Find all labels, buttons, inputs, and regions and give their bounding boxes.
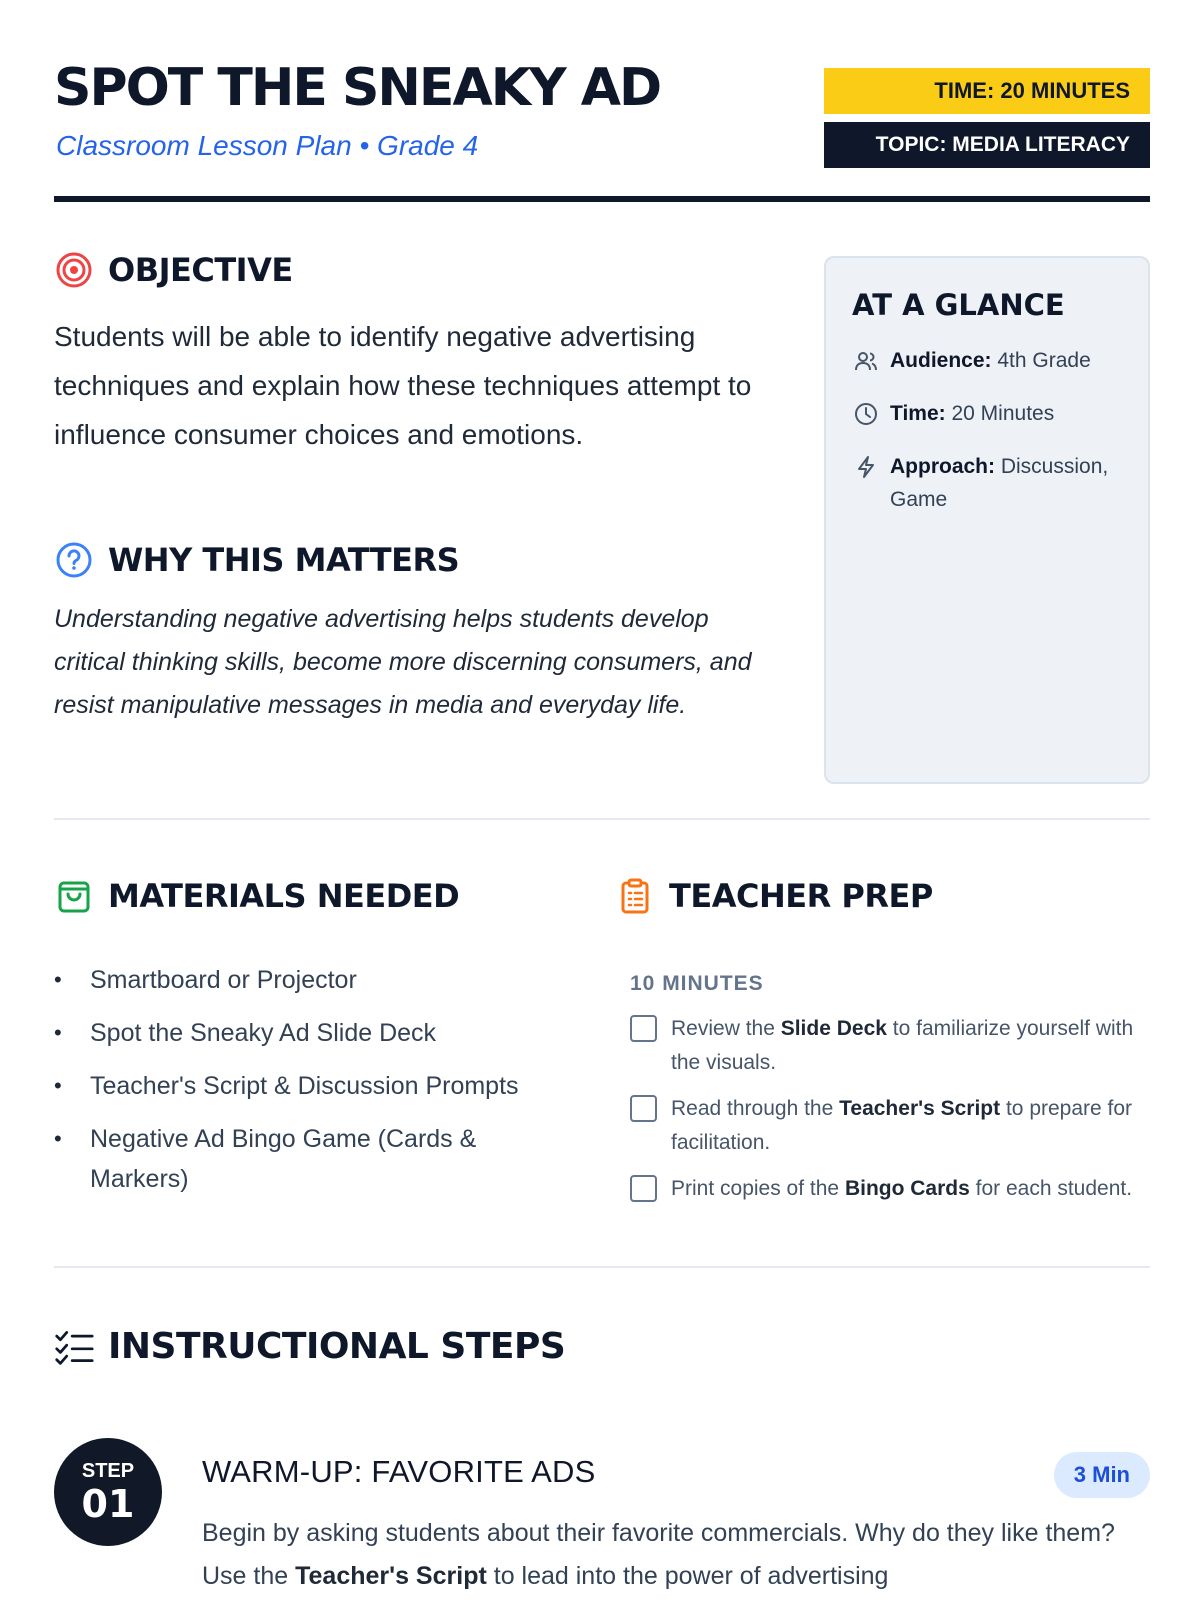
steps-title: INSTRUCTIONAL STEPS <box>108 1326 566 1367</box>
time-value: 20 Minutes <box>951 402 1055 425</box>
prep-item <box>630 1172 1150 1206</box>
step-number-badge <box>54 1438 162 1546</box>
at-a-glance-card <box>824 256 1150 784</box>
prep-bold: Slide Deck <box>780 1017 887 1040</box>
shopping-bag-icon <box>54 876 94 916</box>
step-number: 01 <box>81 1482 135 1526</box>
objective-heading <box>54 250 293 290</box>
steps-heading <box>54 1326 565 1367</box>
lightning-icon <box>852 450 880 483</box>
glance-audience <box>852 344 1122 377</box>
time-badge: TIME: 20 MINUTES <box>824 68 1150 114</box>
section-divider <box>54 818 1150 820</box>
materials-heading <box>54 876 459 916</box>
prep-checkbox[interactable] <box>630 1175 657 1202</box>
prep-checkbox[interactable] <box>630 1095 657 1122</box>
prep-checklist <box>630 1012 1150 1218</box>
materials-title: MATERIALS NEEDED <box>108 877 460 915</box>
list-item: • Smartboard or Projector <box>54 960 574 1000</box>
section-divider <box>54 1266 1150 1268</box>
teacher-prep-title: TEACHER PREP <box>669 877 933 915</box>
page-title: SPOT THE SNEAKY AD <box>54 58 661 118</box>
objective-title: OBJECTIVE <box>108 251 293 289</box>
prep-text: for each student. <box>969 1177 1133 1200</box>
prep-duration: 10 MINUTES <box>630 972 764 995</box>
users-icon <box>852 344 880 377</box>
glance-time <box>852 397 1122 430</box>
why-heading <box>54 540 459 580</box>
prep-text: to prepare for facilitation. <box>671 1097 1133 1154</box>
approach-value: Discussion, Game <box>890 455 1109 511</box>
list-item: • Negative Ad Bingo Game (Cards & Markers) <box>54 1119 574 1199</box>
prep-text: to familiarize yourself with the visuals. <box>671 1017 1134 1074</box>
prep-item <box>630 1012 1150 1080</box>
approach-label: Approach: <box>890 455 995 478</box>
topic-badge: TOPIC: MEDIA LITERACY <box>824 122 1150 168</box>
list-item: • Spot the Sneaky Ad Slide Deck <box>54 1013 574 1053</box>
prep-text: Read through the <box>671 1097 840 1120</box>
audience-value: 4th Grade <box>997 349 1091 372</box>
checklist-icon <box>54 1327 94 1367</box>
target-icon <box>54 250 94 290</box>
glance-approach <box>852 450 1122 516</box>
step-title: WARM-UP: FAVORITE ADS <box>202 1454 596 1489</box>
prep-bold: Teacher's Script <box>839 1097 1001 1120</box>
page-header <box>54 56 1150 202</box>
teacher-prep-heading <box>615 876 933 916</box>
time-label: Time: <box>890 402 946 425</box>
step-text: to lead into the power of advertising <box>486 1562 889 1590</box>
question-circle-icon <box>54 540 94 580</box>
glance-title: AT A GLANCE <box>852 288 1065 322</box>
prep-item <box>630 1092 1150 1160</box>
why-title: WHY THIS MATTERS <box>108 541 460 579</box>
list-item: • Teacher's Script & Discussion Prompts <box>54 1066 574 1106</box>
page-subtitle: Classroom Lesson Plan • Grade 4 <box>56 130 479 161</box>
prep-text: Print copies of the <box>671 1177 845 1200</box>
prep-bold: Bingo Cards <box>844 1177 970 1200</box>
step-description <box>202 1512 1150 1598</box>
step-bold: Teacher's Script <box>295 1562 487 1590</box>
step-label: STEP <box>81 1460 135 1482</box>
prep-text: Review the <box>671 1017 781 1040</box>
prep-checkbox[interactable] <box>630 1015 657 1042</box>
objective-text: Students will be able to identify negative advertising techniques and explain how these techniques attempt to influence consumer choices and emotions. <box>54 321 752 450</box>
audience-label: Audience: <box>890 349 992 372</box>
why-text: Understanding negative advertising helps students develop critical thinking skills, become more discerning consumers, and resist manipulative messages in media and everyday life. <box>54 605 752 719</box>
step-text: Begin by asking students about their favorite commercials. Why do they like them? Use the <box>202 1519 1115 1590</box>
clipboard-icon <box>615 876 655 916</box>
clock-icon <box>852 397 880 430</box>
materials-list <box>54 960 574 1212</box>
step-duration-badge: 3 Min <box>1054 1452 1150 1498</box>
lesson-plan-page <box>54 0 1150 1600</box>
